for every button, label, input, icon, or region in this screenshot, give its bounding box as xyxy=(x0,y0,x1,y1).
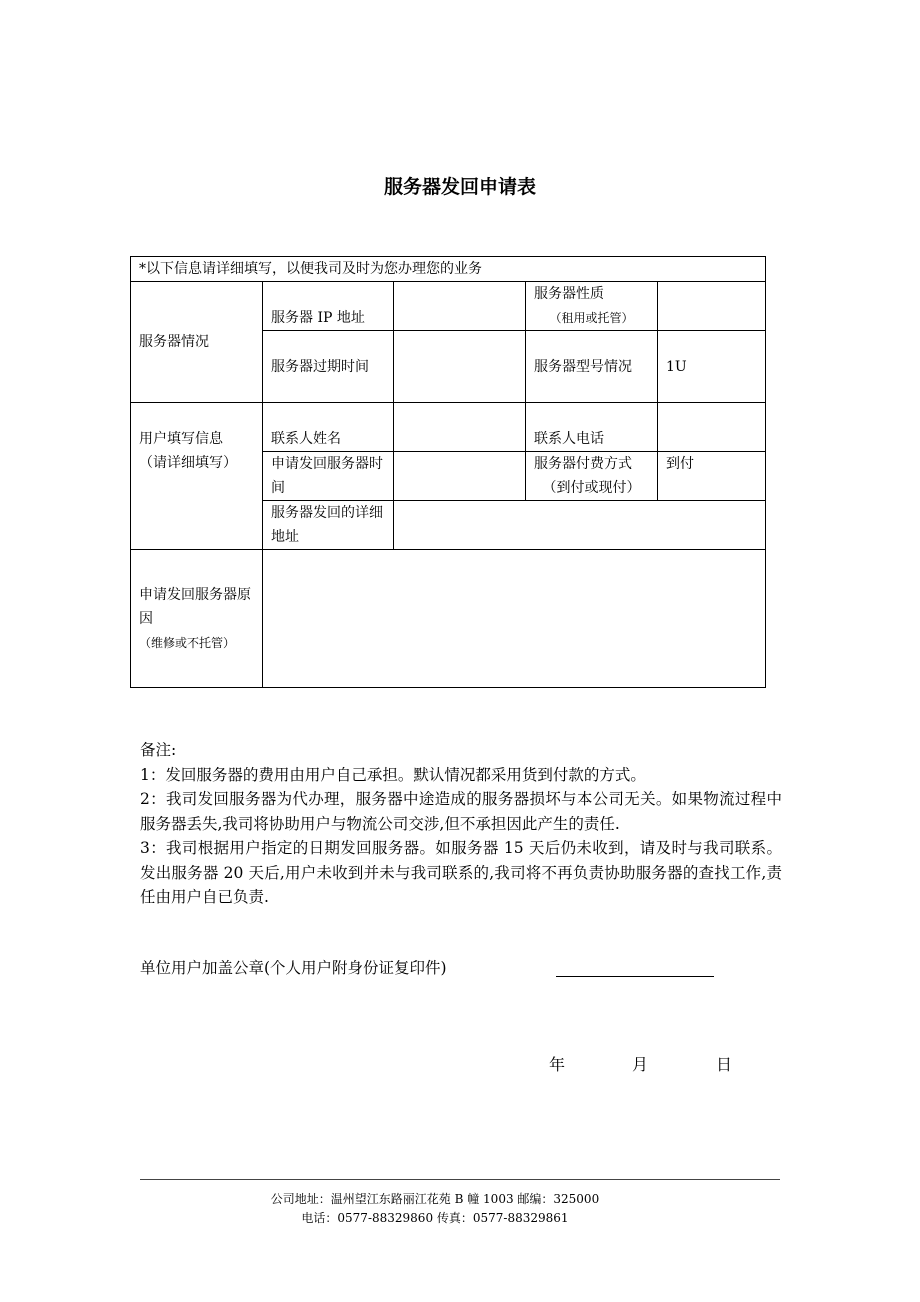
contact-name-label: 联系人姓名 xyxy=(263,403,394,452)
footer-address: 公司地址：温州望江东路丽江花苑 B 幢 1003 邮编：325000 xyxy=(270,1192,600,1206)
return-time-label: 申请发回服务器时间 xyxy=(263,452,394,501)
user-section-hint: （请详细填写） xyxy=(139,455,237,471)
reason-field[interactable] xyxy=(263,550,766,688)
footer-divider xyxy=(140,1179,780,1180)
note-item: 2：我司发回服务器为代办理，服务器中途造成的服务器损坏与本公司无关。如果物流过程中服务器丢失,我司将协助用户与物流公司交涉,但不承担因此产生的责任. xyxy=(140,790,782,833)
contact-name-field[interactable] xyxy=(394,403,526,452)
seal-signature-blank[interactable] xyxy=(556,956,714,977)
address-label: 服务器发回的详细地址 xyxy=(263,501,394,550)
reason-label: 申请发回服务器原因 xyxy=(139,586,251,627)
address-field[interactable] xyxy=(394,501,766,550)
seal-label: 单位用户加盖公章(个人用户附身份证复印件) xyxy=(140,959,447,977)
contact-phone-label: 联系人电话 xyxy=(526,403,658,452)
note-item: 1：发回服务器的费用由用户自己承担。默认情况都采用货到付款的方式。 xyxy=(140,765,646,784)
expiry-field[interactable] xyxy=(394,331,526,403)
reason-hint: （维修或不托管） xyxy=(139,635,236,650)
payment-cell xyxy=(526,452,658,501)
application-form-table xyxy=(130,256,766,688)
page-title: 服务器发回申请表 xyxy=(383,176,536,198)
model-label: 服务器型号情况 xyxy=(526,331,658,403)
form-intro: *以下信息请详细填写，以便我司及时为您办理您的业务 xyxy=(131,257,766,282)
contact-phone-field[interactable] xyxy=(658,403,766,452)
reason-cell xyxy=(131,550,263,688)
date-year: 年 xyxy=(549,1055,566,1074)
server-ip-field[interactable] xyxy=(394,282,526,331)
user-section-label: 用户填写信息 xyxy=(139,431,223,447)
payment-field[interactable]: 到付 xyxy=(658,452,766,501)
server-nature-label: 服务器性质 xyxy=(534,286,604,302)
return-time-field[interactable] xyxy=(394,452,526,501)
server-nature-cell xyxy=(526,282,658,331)
server-ip-label: 服务器 IP 地址 xyxy=(263,282,394,331)
note-item: 3：我司根据用户指定的日期发回服务器。如服务器 15 天后仍未收到，请及时与我司联系。发出服务器 20 天后,用户未收到并未与我司联系的,我司将不再负责协助服务器的查找工作,责任由用户自已负责. xyxy=(140,839,782,906)
server-nature-hint: （租用或托管） xyxy=(549,311,634,325)
payment-label: 服务器付费方式 xyxy=(534,456,632,472)
server-nature-field[interactable] xyxy=(658,282,766,331)
notes-heading: 备注: xyxy=(140,741,177,759)
notes-section xyxy=(140,738,782,910)
payment-hint: （到付或现付） xyxy=(542,480,641,496)
user-section-cell xyxy=(131,403,263,550)
expiry-label: 服务器过期时间 xyxy=(263,331,394,403)
date-day: 日 xyxy=(716,1055,733,1074)
footer-phone: 电话：0577-88329860 传真：0577-88329861 xyxy=(301,1211,569,1225)
date-month: 月 xyxy=(632,1055,649,1074)
model-field[interactable]: 1U xyxy=(658,331,766,403)
server-section-label: 服务器情况 xyxy=(131,282,263,403)
seal-line xyxy=(140,956,790,978)
